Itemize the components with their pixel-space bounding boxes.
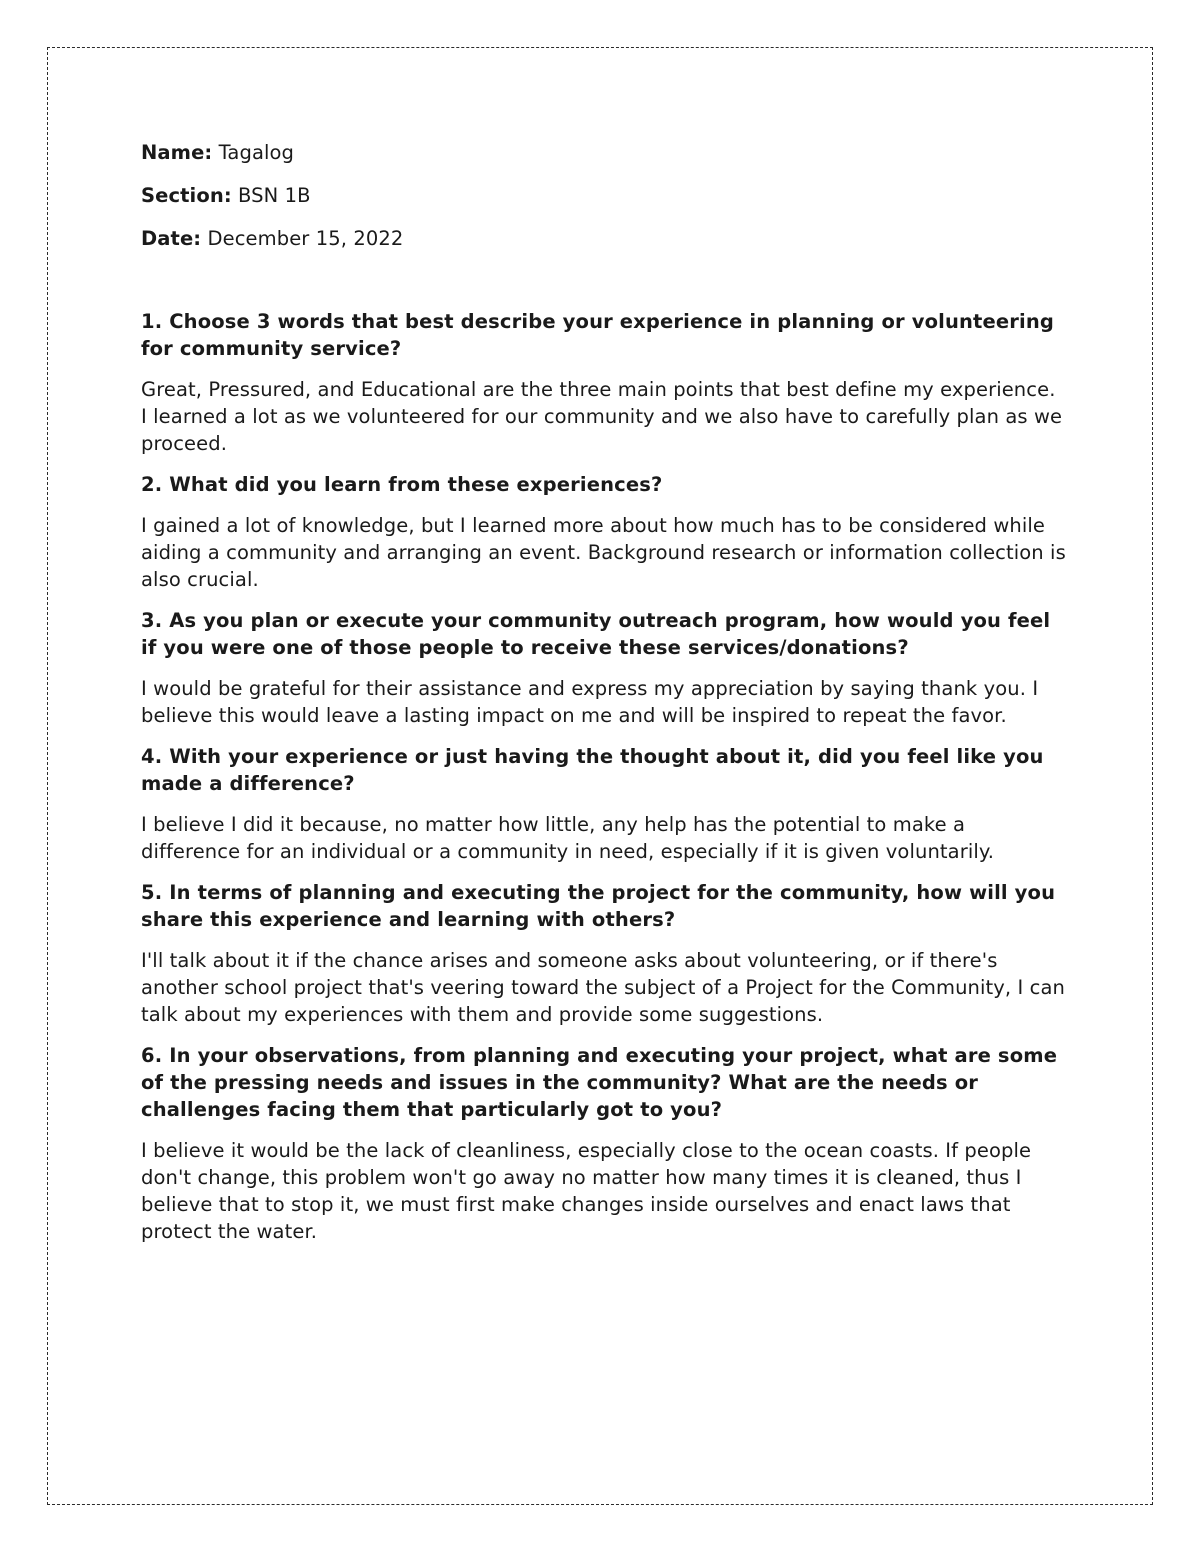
- date-label: Date:: [141, 227, 202, 250]
- section-value: BSN 1B: [231, 184, 311, 207]
- name-value: Tagalog: [212, 141, 295, 164]
- question-6: 6. In your observations, from planning and executing your project, what are some of the pressing needs and issues in the community? What are the needs or challenges facing them that particularly got to you?: [141, 1044, 1058, 1121]
- qa-item-3: [141, 607, 1066, 729]
- question-3: 3. As you plan or execute your community outreach program, how would you feel if you were one of those people to receive these services/donations?: [141, 609, 1051, 659]
- header-info: [141, 139, 1066, 252]
- answer-1: Great, Pressured, and Educational are the three main points that best define my experience. I learned a lot as we volunteered for our community and we also have to carefully plan as we proceed.: [141, 378, 1063, 455]
- name-line: [141, 139, 1066, 166]
- answer-3: I would be grateful for their assistance and express my appreciation by saying thank you. I believe this would leave a lasting impact on me and will be inspired to repeat the favor.: [141, 677, 1039, 727]
- qa-item-1: [141, 308, 1066, 457]
- section-label: Section:: [141, 184, 232, 207]
- answer-5: I'll talk about it if the chance arises and someone asks about volunteering, or if there's another school project that's veering toward the subject of a Project for the Community, I can talk about my experiences with them and provide some suggestions.: [141, 949, 1065, 1026]
- document-body: [141, 139, 1066, 1259]
- date-value: December 15, 2022: [201, 227, 404, 250]
- date-line: [141, 225, 1066, 252]
- qa-item-4: [141, 743, 1066, 865]
- name-label: Name:: [141, 141, 213, 164]
- qa-item-2: [141, 471, 1066, 593]
- question-1: 1. Choose 3 words that best describe your experience in planning or volunteering for community service?: [141, 310, 1054, 360]
- qa-item-5: [141, 879, 1066, 1028]
- question-5: 5. In terms of planning and executing the project for the community, how will you share this experience and learning with others?: [141, 881, 1056, 931]
- answer-2: I gained a lot of knowledge, but I learned more about how much has to be considered while aiding a community and arranging an event. Background research or information collection is also crucial.: [141, 514, 1066, 591]
- question-2: 2. What did you learn from these experiences?: [141, 473, 663, 496]
- question-4: 4. With your experience or just having the thought about it, did you feel like you made a difference?: [141, 745, 1044, 795]
- qa-item-6: [141, 1042, 1066, 1245]
- answer-6: I believe it would be the lack of cleanliness, especially close to the ocean coasts. If people don't change, this problem won't go away no matter how many times it is cleaned, thus I believe that to stop it, we must first make changes inside ourselves and enact laws that protect the water.: [141, 1139, 1032, 1243]
- section-line: [141, 182, 1066, 209]
- answer-4: I believe I did it because, no matter how little, any help has the potential to make a difference for an individual or a community in need, especially if it is given voluntarily.: [141, 813, 995, 863]
